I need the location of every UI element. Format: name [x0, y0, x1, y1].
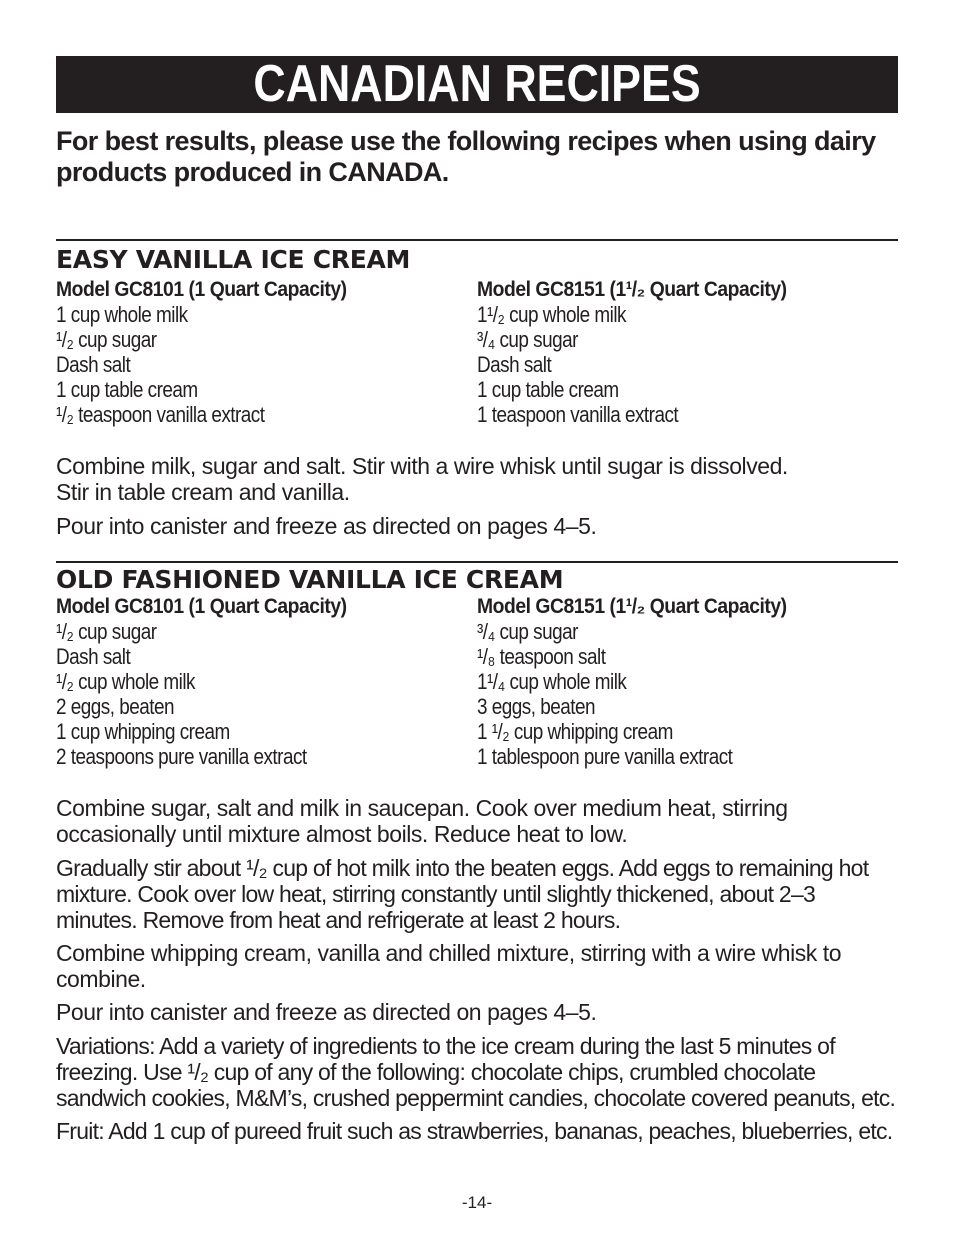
recipe-2-right-column [477, 594, 887, 769]
ingredient: 1 cup whole milk [56, 302, 188, 327]
recipe-1-right-column [477, 277, 887, 427]
ingredient: 1 cup table cream [477, 377, 619, 402]
model-heading: Model GC8101 (1 Quart Capacity) [56, 278, 347, 301]
ingredient: Dash salt [56, 352, 131, 377]
ingredient: ³/₄ cup sugar [477, 619, 578, 644]
ingredient: ¹/₂ cup sugar [56, 619, 157, 644]
directions-paragraph: Combine milk, sugar and salt. Stir with a wire whisk until sugar is dissolved. Stir in table cream and vanilla. [56, 453, 788, 505]
model-heading: Model GC8151 (1¹/₂ Quart Capacity) [477, 595, 787, 618]
ingredient: ¹/₂ teaspoon vanilla extract [56, 402, 265, 427]
directions-paragraph: Pour into canister and freeze as directed on pages 4–5. [56, 999, 597, 1025]
model-heading: Model GC8151 (1¹/₂ Quart Capacity) [477, 278, 787, 301]
ingredient: 2 teaspoons pure vanilla extract [56, 744, 307, 769]
recipe-1-left-column [56, 277, 466, 427]
section-divider [56, 561, 898, 563]
ingredient: ¹/₈ teaspoon salt [477, 644, 606, 669]
intro-text: For best results, please use the following recipes when using dairy products produced in CANADA. [56, 126, 876, 187]
ingredient: 1 teaspoon vanilla extract [477, 402, 679, 427]
ingredient: 1 ¹/₂ cup whipping cream [477, 719, 673, 744]
ingredient: 1 cup table cream [56, 377, 198, 402]
ingredient: 1 tablespoon pure vanilla extract [477, 744, 733, 769]
directions-paragraph: Pour into canister and freeze as directed on pages 4–5. [56, 513, 597, 539]
directions-paragraph: Combine sugar, salt and milk in saucepan. Cook over medium heat, stirring occasionally until mixture almost boils. Reduce heat to low. [56, 795, 788, 847]
directions-paragraph: Gradually stir about ¹/₂ cup of hot milk into the beaten eggs. Add eggs to remaining hot mixture. Cook over low heat, stirring constantly until slightly thickened, about 2–3 minutes. Remove from heat and refrigerate at least 2 hours. [56, 855, 869, 933]
ingredient: 1 cup whipping cream [56, 719, 230, 744]
ingredient: Dash salt [56, 644, 131, 669]
title-banner [56, 56, 898, 113]
recipe-title-old-fashioned: OLD FASHIONED VANILLA ICE CREAM [56, 565, 564, 594]
directions-paragraph: Combine whipping cream, vanilla and chilled mixture, stirring with a wire whisk to combine. [56, 940, 842, 992]
model-heading: Model GC8101 (1 Quart Capacity) [56, 595, 347, 618]
ingredient: 2 eggs, beaten [56, 694, 174, 719]
ingredient: ¹/₂ cup sugar [56, 327, 157, 352]
section-divider [56, 239, 898, 241]
ingredient: Dash salt [477, 352, 552, 377]
ingredient: ¹/₂ cup whole milk [56, 669, 195, 694]
fruit-paragraph: Fruit: Add 1 cup of pureed fruit such as strawberries, bananas, peaches, blueberries, etc. [56, 1118, 893, 1144]
page-title: CANADIAN RECIPES [253, 55, 701, 113]
ingredient: 1¹/₂ cup whole milk [477, 302, 626, 327]
page-number: -14- [461, 1193, 493, 1212]
ingredient: 1¹/₄ cup whole milk [477, 669, 627, 694]
ingredient: 3 eggs, beaten [477, 694, 595, 719]
variations-paragraph: Variations: Add a variety of ingredients to the ice cream during the last 5 minutes of freezing. Use ¹/₂ cup of any of the following: chocolate chips, crumbled chocolate sandwich cookies, M&M’s, crushed peppermint candies, chocolate covered peanuts, etc. [56, 1033, 896, 1111]
recipe-2-left-column [56, 594, 466, 769]
recipe-title-easy-vanilla: EASY VANILLA ICE CREAM [56, 245, 411, 274]
ingredient: ³/₄ cup sugar [477, 327, 578, 352]
